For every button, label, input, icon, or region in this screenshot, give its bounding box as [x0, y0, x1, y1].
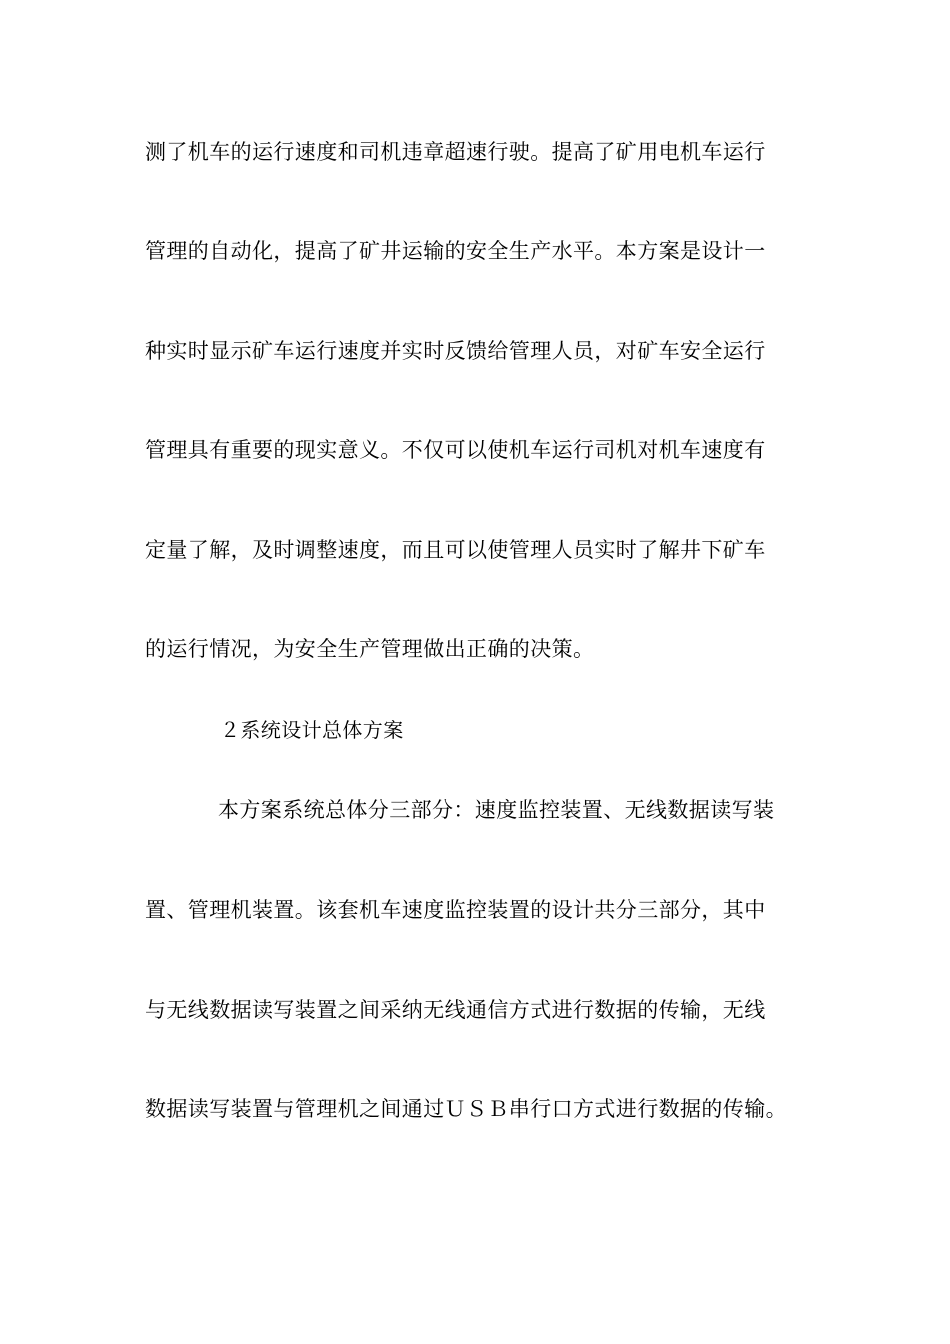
paragraph-line: 本方案系统总体分三部分：速度监控装置、无线数据读写装 — [218, 798, 775, 822]
paragraph-line: 管理的自动化，提高了矿井运输的安全生产水平。本方案是设计一 — [145, 239, 766, 263]
paragraph-line: 数据读写装置与管理机之间通过ＵＳＢ串行口方式进行数据的传输。 — [145, 1097, 787, 1121]
paragraph-line: 置、管理机装置。该套机车速度监控装置的设计共分三部分，其中 — [145, 898, 766, 922]
paragraph-line: 定量了解，及时调整速度，而且可以使管理人员实时了解井下矿车 — [145, 538, 766, 562]
paragraph-line: 的运行情况，为安全生产管理做出正确的决策。 — [145, 637, 595, 661]
paragraph-line: 种实时显示矿车运行速度并实时反馈给管理人员，对矿车安全运行 — [145, 339, 766, 363]
section-heading: ２系统设计总体方案 — [220, 718, 404, 742]
paragraph-line: 与无线数据读写装置之间采纳无线通信方式进行数据的传输，无线 — [145, 998, 766, 1022]
paragraph-line: 测了机车的运行速度和司机违章超速行驶。提高了矿用电机车运行 — [145, 140, 766, 164]
paragraph-line: 管理具有重要的现实意义。不仅可以使机车运行司机对机车速度有 — [145, 438, 766, 462]
